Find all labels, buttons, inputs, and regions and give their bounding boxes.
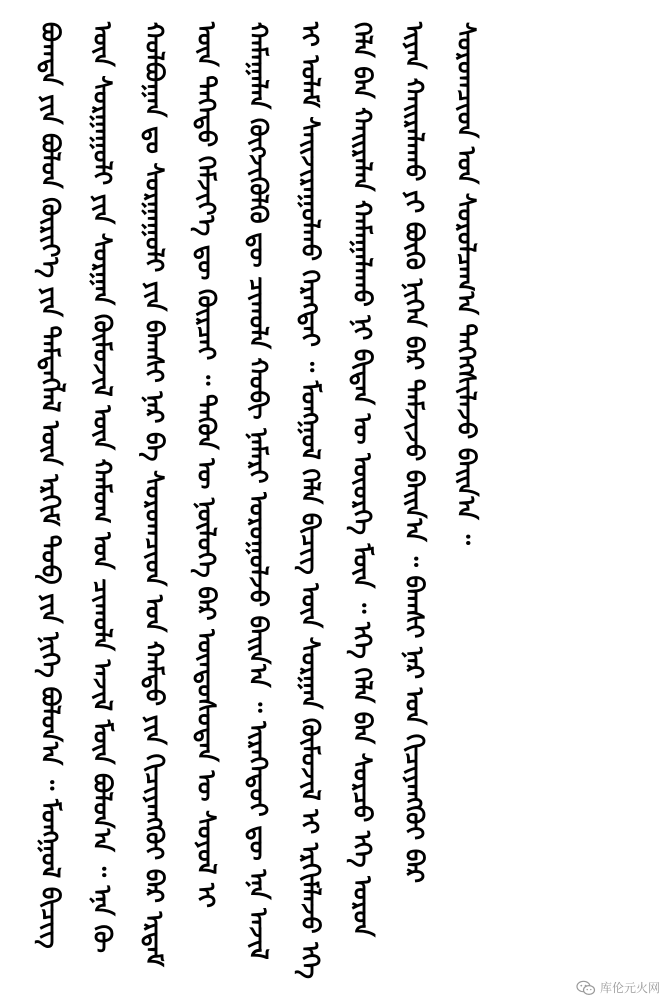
wechat-icon (576, 980, 596, 996)
watermark-text: 库伦元火网 (599, 981, 660, 995)
mongolian-body-text: ᠪᠣᠭᠳᠠ ᠶᠢᠨ ᠪᠤᠯᠤᠨ ᠬᠦᠷᠢᠶ᠎ᠡ ᠶᠢᠨ ᠲᠡᠮᠳᠡᠭᠯᠡᠯ ᠦᠨ ᠡᠷᠬᠢᠮ ᠳᠣᠪ ᠶᠢᠨ ᠨᠢᠭᠡ ᠪᠣᠯᠤᠨ᠎ᠠ ᠃ ᠮᠣᠩᠭᠣᠯ ᠪᠢᠴᠢᠭ ᠦᠨ ᠰᠤᠷᠭᠠᠭᠤᠯᠢ ᠶᠢᠨ ᠰᠤᠷᠭᠠᠨ ᠬᠦᠮᠦᠵᠢᠯ ᠦᠨ ᠬᠠᠮᠤᠭ ᠤᠨ ᠴᠢᠬᠤᠯᠠ ᠠᠵᠢᠯ ᠮᠥᠨ ᠪᠣᠯᠤᠨ᠎ᠠ ᠃ ᠡᠨᠡ ᠬᠦ ᠬᠣᠯᠪᠣᠭᠠᠨ ᠳᠤ ᠰᠤᠷᠭᠠᠭᠤᠯᠢ ᠶᠢᠨ ᠪᠠᠭᠰᠢ ᠨᠠᠷ ᠪᠠ ᠰᠤᠷᠤᠭᠴᠢᠳ ᠤᠨ ᠬᠠᠮᠲᠤ ᠶᠢᠨ ᠬᠢᠴᠢᠶᠡᠩᠭᠦᠢ ᠪᠡᠷ ᠡᠷᠳᠡᠮ ᠦᠨ ᠳᠡᠭᠡᠳᠦ ᠬᠡᠮᠵᠢᠶ᠎ᠡ ᠳᠦ ᠬᠦᠷᠴᠡᠢ ᠃ ᠲᠡᠭᠦᠨ ᠦ ᠨᠥᠯᠦᠭᠡ ᠪᠡᠷ ᠦᠨᠳᠦᠰᠦᠲᠡᠨ ᠦ ᠰᠣᠶᠣᠯ ᠢ ᠬᠠᠮᠠᠭᠠᠯᠠᠨ ᠬᠥᠭᠵᠢᠭᠦᠯᠬᠦ ᠳᠦ ᠴᠢᠬᠤᠯᠠ ᠬᠤᠪᠢ ᠨᠡᠮᠡᠷᠢ ᠣᠷᠣᠭᠤᠯᠵᠤ ᠪᠠᠢᠨ᠎ᠠ ᠃ ᠢᠷᠡᠭᠡᠳᠦᠢ ᠳᠦ ᠡᠨᠡ ᠠᠵᠢᠯ ᠢ ᠤᠯᠠᠮ ᠰᠠᠢᠵᠢᠷᠠᠭᠤᠯᠬᠤ ᠬᠡᠷᠡᠭᠲᠡᠢ ᠃ ᠮᠣᠩᠭᠣᠯ ᠬᠡᠯᠡ ᠪᠢᠴᠢᠭ ᠦᠨ ᠰᠤᠷᠭᠠᠨ ᠬᠦᠮᠦᠵᠢᠯ ᠢ ᠡᠷᠬᠢᠮᠯᠡᠵᠦ ᠡᠬᠡ ᠬᠡᠯᠡ ᠪᠡᠨ ᠬᠠᠢᠷᠠᠯᠠᠨ ᠬᠠᠮᠠᠭᠠᠯᠠᠬᠤ ᠨᠢ ᠪᠢᠳᠡᠨ ᠦ ᠦᠦᠷᠭᠡ ᠮᠥᠨ ᠃ ᠡᠬᠡ ᠬᠡᠯᠡ ᠪᠡᠨ ᠰᠤᠷᠴᠤ ᠡᠬᠡ ᠣᠷᠣᠨ ᠢᠶᠠᠨ ᠬᠠᠢᠷᠠᠯᠠᠬᠤ ᠶᠢ ᠪᠥᠬᠦ ᠨᠢᠭᠡᠨ ᠪᠠᠷ ᠳᠡᠮᠵᠢᠵᠦ ᠪᠠᠢᠨ᠎ᠠ ᠃ ᠪᠠᠭᠰᠢ ᠨᠠᠷ ᠤᠨ ᠬᠢᠴᠢᠶᠡᠩᠭᠦᠢ ᠪᠡᠷ ᠰᠤᠷᠤᠭᠴᠢᠳ ᠤᠨ ᠰᠤᠷᠤᠯᠴᠠᠭ᠎ᠠ ᠳᠡᠭᠡᠭᠰᠢᠯᠡᠵᠦ ᠪᠠᠢᠨ᠎ᠠ ᠃ (36, 22, 481, 988)
watermark (576, 979, 660, 996)
